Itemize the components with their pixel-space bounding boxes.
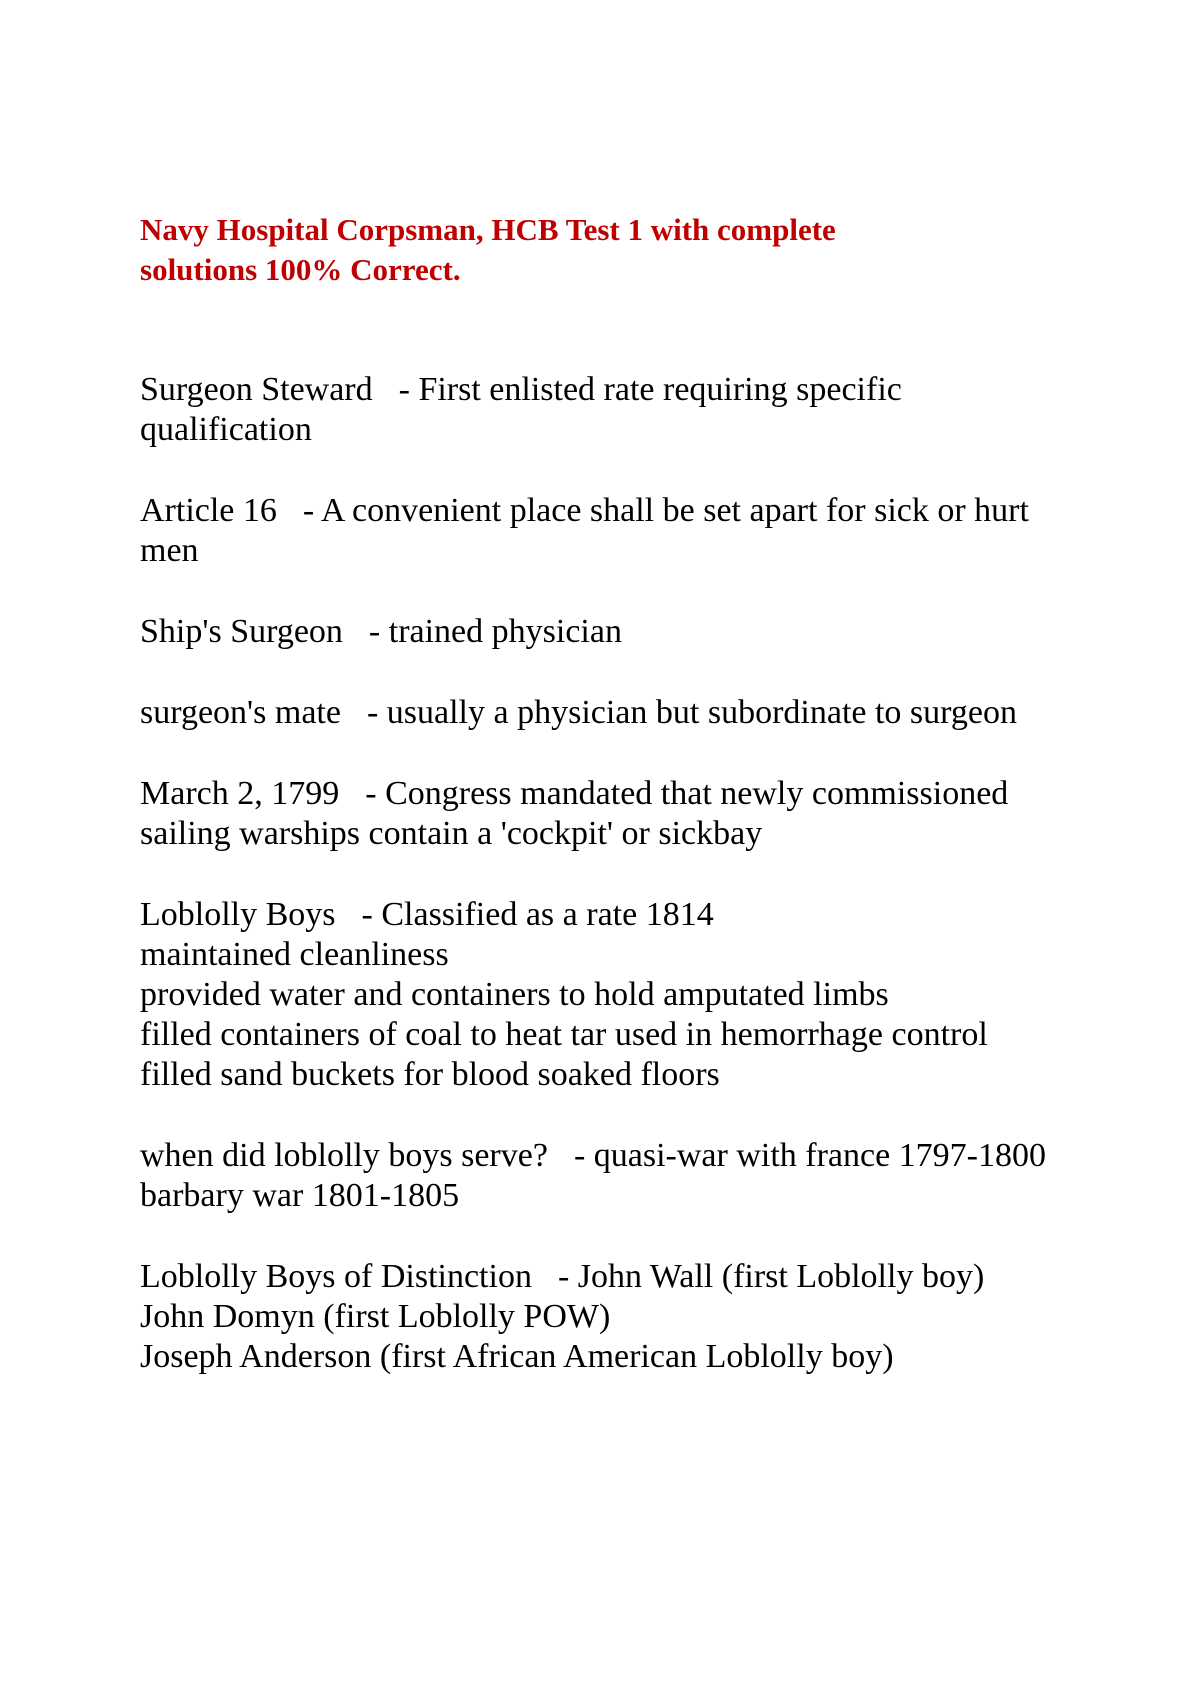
entry-march-2-1799 bbox=[140, 774, 1070, 854]
entry-definition: - quasi-war with france 1797-1800 bbox=[573, 1137, 1047, 1174]
entry-detail-line: provided water and containers to hold amputated limbs bbox=[140, 976, 889, 1013]
entry-definition: - usually a physician but subordinate to surgeon bbox=[366, 694, 1017, 731]
entry-detail-line: filled sand buckets for blood soaked floors bbox=[140, 1056, 720, 1093]
entry-article-16 bbox=[140, 491, 1070, 571]
entry-term: when did loblolly boys serve? bbox=[140, 1137, 548, 1174]
entry-ships-surgeon bbox=[140, 612, 1070, 652]
entry-term: March 2, 1799 bbox=[140, 775, 340, 812]
document-page bbox=[140, 210, 1070, 1418]
entry-detail-line: maintained cleanliness bbox=[140, 936, 449, 973]
entry-when-loblolly-served bbox=[140, 1136, 1070, 1216]
entry-surgeons-mate bbox=[140, 693, 1070, 733]
entry-loblolly-boys bbox=[140, 895, 1070, 1095]
entry-surgeon-steward bbox=[140, 370, 1070, 450]
entry-definition: - trained physician bbox=[368, 613, 622, 650]
entry-term: Surgeon Steward bbox=[140, 371, 373, 408]
entry-definition: - Classified as a rate 1814 bbox=[361, 896, 714, 933]
document-title: Navy Hospital Corpsman, HCB Test 1 with complete solutions 100% Correct. bbox=[140, 212, 836, 287]
entry-detail-line: barbary war 1801-1805 bbox=[140, 1177, 460, 1214]
entry-term: Loblolly Boys of Distinction bbox=[140, 1258, 532, 1295]
entry-definition: - John Wall (first Loblolly boy) bbox=[557, 1258, 985, 1295]
entry-detail-line: filled containers of coal to heat tar used in hemorrhage control bbox=[140, 1016, 988, 1053]
entry-detail-line: Joseph Anderson (first African American Loblolly boy) bbox=[140, 1338, 894, 1375]
entry-definition: - A convenient place shall be set apart for sick or hurt men bbox=[140, 492, 1029, 569]
entry-term: Loblolly Boys bbox=[140, 896, 336, 933]
entry-definition: - Congress mandated that newly commissioned sailing warships contain a 'cockpit' or sickbay bbox=[140, 775, 1009, 852]
entry-loblolly-distinction bbox=[140, 1257, 1070, 1377]
entry-term: Ship's Surgeon bbox=[140, 613, 343, 650]
entry-term: surgeon's mate bbox=[140, 694, 341, 731]
entry-definition: - First enlisted rate requiring specific qualification bbox=[140, 371, 902, 448]
entry-term: Article 16 bbox=[140, 492, 277, 529]
entry-detail-line: John Domyn (first Loblolly POW) bbox=[140, 1298, 611, 1335]
